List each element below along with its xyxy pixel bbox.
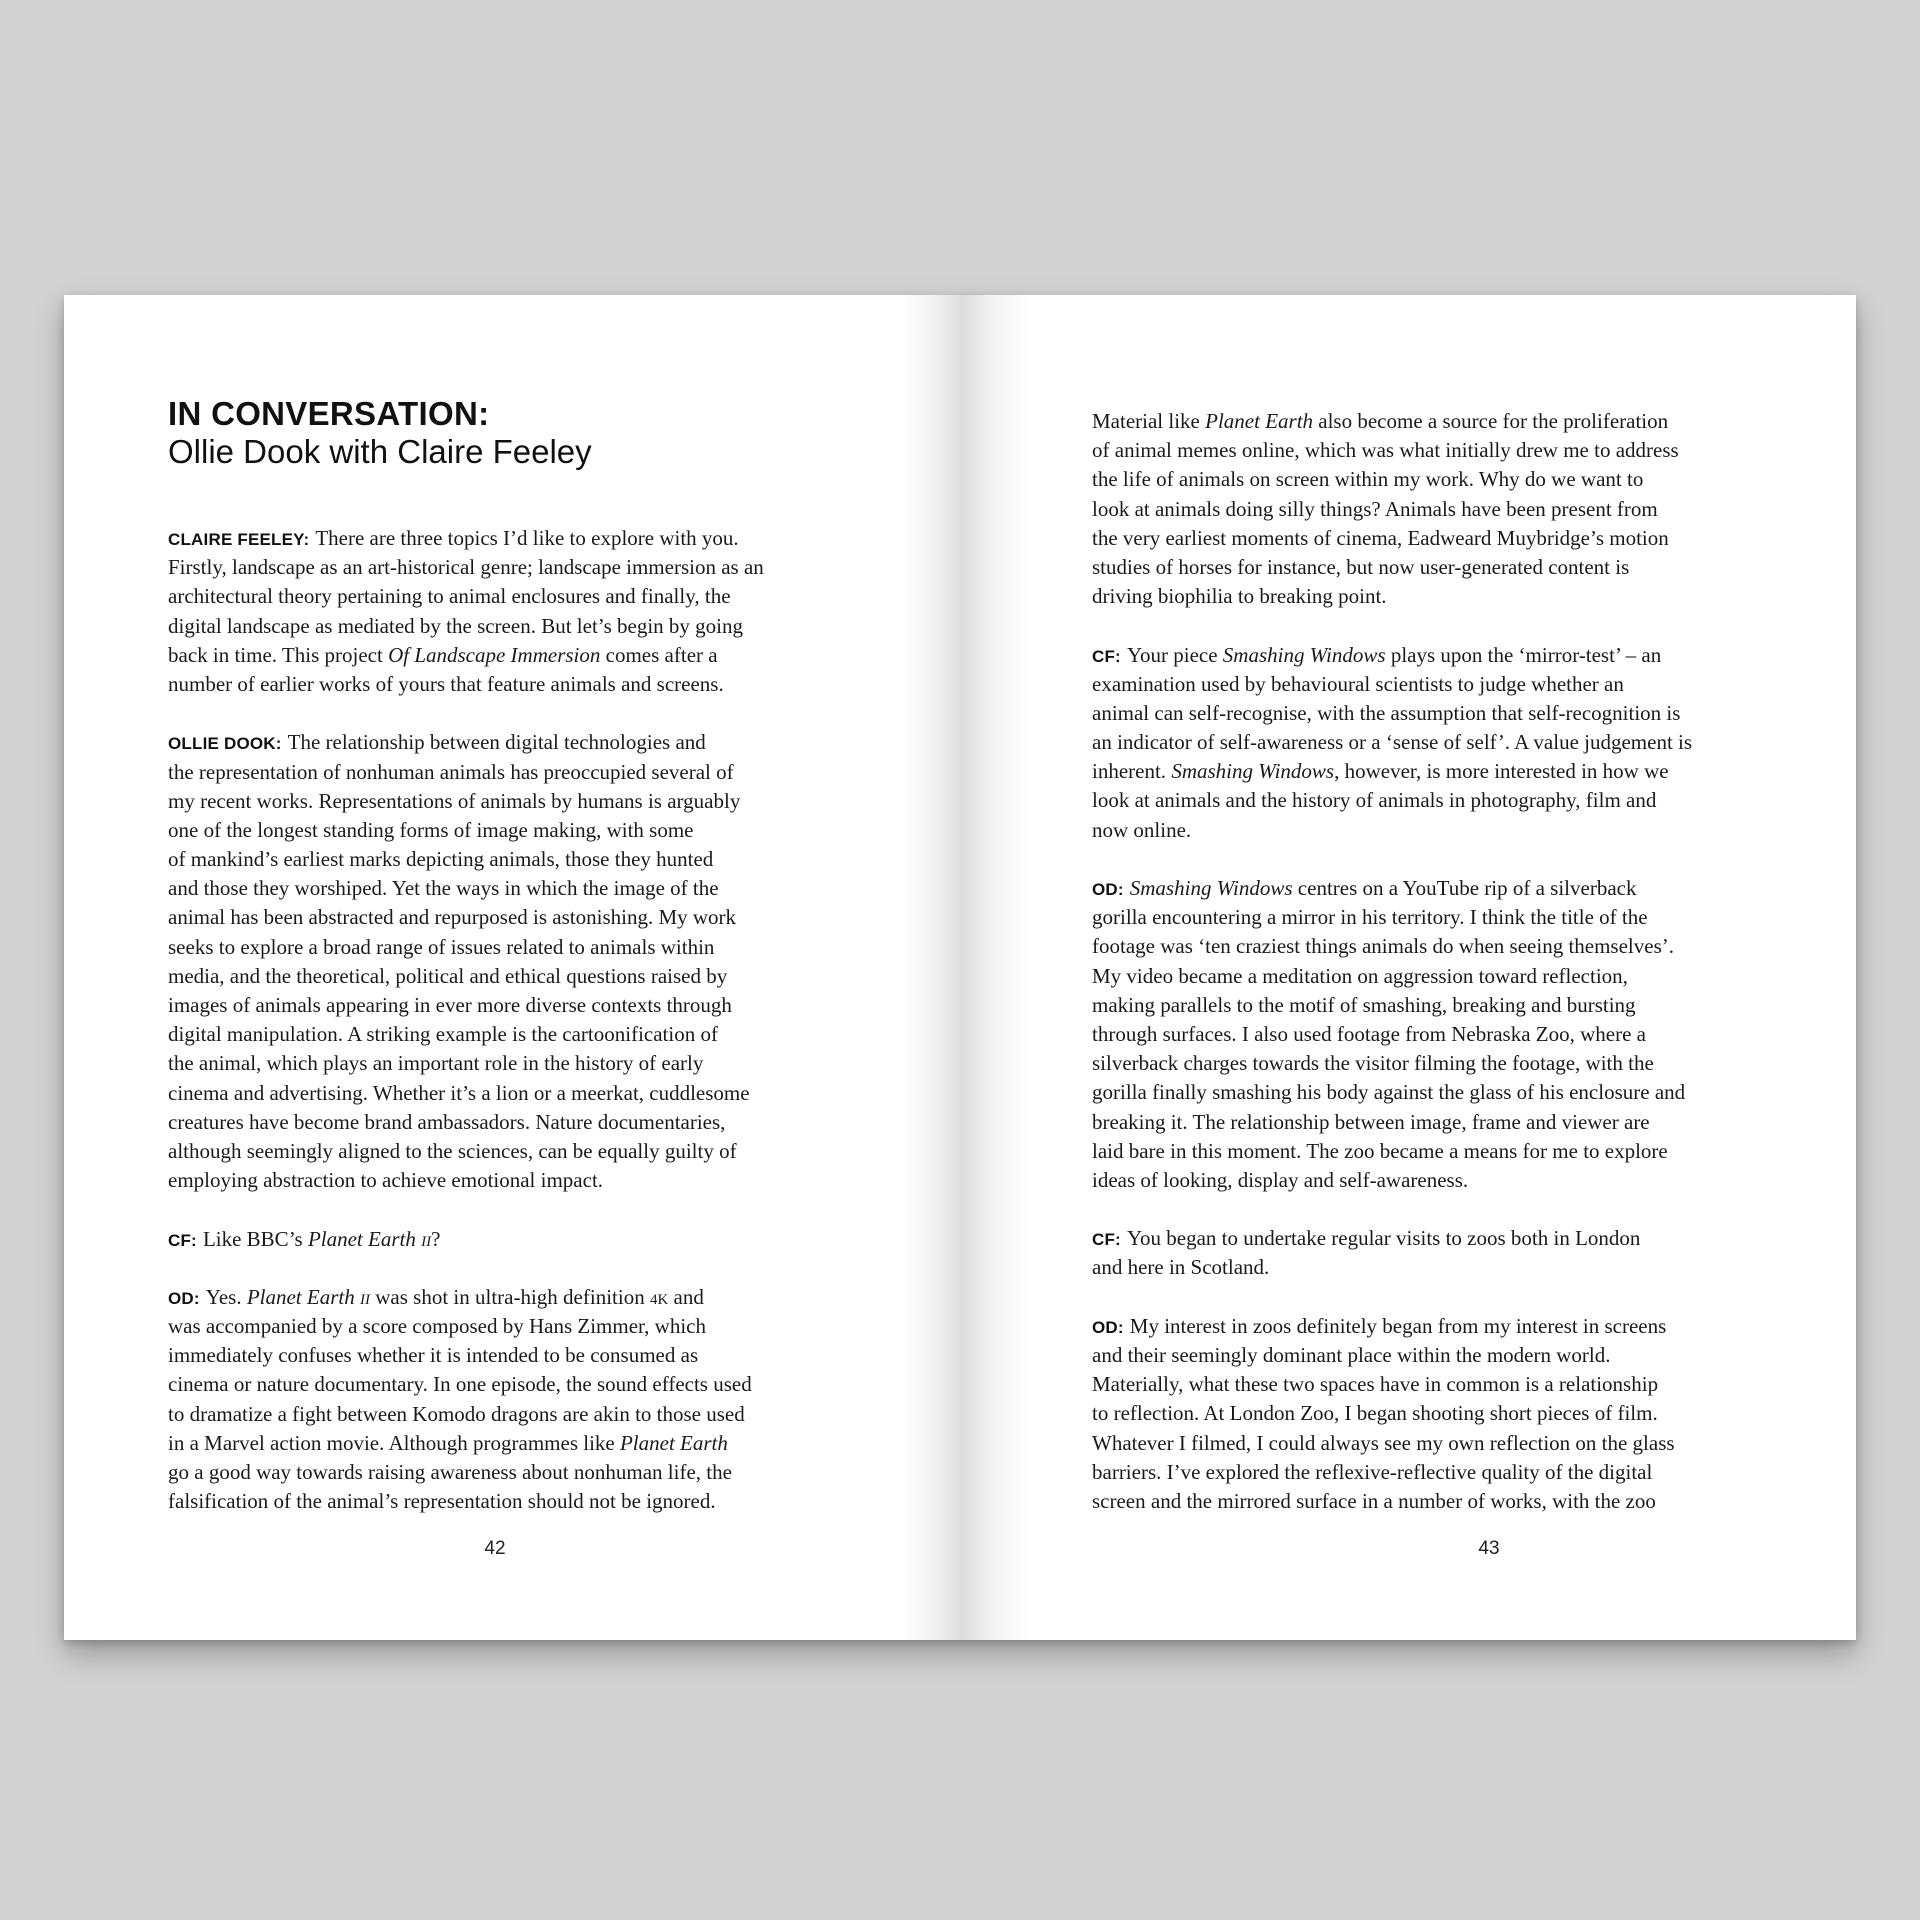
text-run: Like BBC’s — [202, 1226, 308, 1251]
italic-title: Planet Earth — [1205, 409, 1314, 433]
text-line — [168, 962, 848, 991]
text-run: images of animals appearing in ever more diverse contexts through — [168, 993, 732, 1017]
text-run: 4K — [649, 1291, 669, 1308]
speaker-label: OD: — [1092, 880, 1124, 899]
text-run: media, and the theoretical, political and ethical questions raised by — [168, 963, 728, 988]
text-run: and those they worshiped. Yet the ways in which the image of the — [168, 876, 719, 901]
speaker-label: OD: — [168, 1288, 200, 1308]
text-run: footage was ‘ten craziest things animals do when seeing themselves’. — [1092, 934, 1674, 959]
text-line — [1092, 670, 1772, 699]
text-line — [1092, 1049, 1772, 1078]
text-run: digital landscape as mediated by the screen. But let’s begin by going — [168, 613, 744, 638]
text-run: through surfaces. I also used footage from Nebraska Zoo, where a — [1092, 1021, 1646, 1046]
text-run: although seemingly aligned to the sciences, can be equally guilty of — [168, 1138, 737, 1163]
text-run: making parallels to the motif of smashing, breaking and bursting — [1092, 992, 1636, 1017]
text-line — [1092, 786, 1772, 815]
text-line — [168, 874, 848, 903]
text-run: look at animals doing silly things? Animals have been present from — [1092, 496, 1658, 521]
text-run: laid bare in this moment. The zoo became a means for me to explore — [1092, 1138, 1668, 1163]
text-run: also become a source for the proliferation — [1313, 409, 1669, 433]
italic-title: Smashing Windows — [1222, 642, 1386, 667]
text-line — [1092, 757, 1772, 786]
page-title: IN CONVERSATION: — [168, 395, 490, 432]
paragraph — [168, 524, 848, 699]
text-run: driving biophilia to breaking point. — [1092, 584, 1387, 609]
text-line — [1092, 465, 1772, 494]
text-run: immediately confuses whether it is intended to be consumed as — [168, 1343, 699, 1368]
text-run: animal can self-recognise, with the assumption that self-recognition is — [1092, 700, 1681, 725]
text-run: one of the longest standing forms of image making, with some — [168, 817, 694, 842]
paragraph — [1092, 1312, 1772, 1516]
text-line — [168, 1020, 848, 1049]
text-line — [168, 1370, 848, 1399]
text-line — [1092, 1312, 1772, 1341]
text-line — [1092, 1253, 1772, 1282]
text-line — [168, 1429, 848, 1458]
text-line — [168, 816, 848, 845]
left-page — [64, 295, 960, 1640]
speaker-label: CF: — [1092, 646, 1121, 666]
text-line — [1092, 1458, 1772, 1487]
paragraph — [168, 1225, 848, 1254]
text-run: breaking it. The relationship between image, frame and viewer are — [1092, 1109, 1650, 1134]
text-run: now online. — [1092, 817, 1192, 842]
text-line — [1092, 1224, 1772, 1253]
text-run: digital manipulation. A striking example is the cartoonification of — [168, 1022, 718, 1047]
text-run: seeks to explore a broad range of issues related to animals within — [168, 934, 715, 959]
text-line — [168, 1108, 848, 1137]
text-line — [1092, 1020, 1772, 1049]
text-run: Your piece — [1126, 642, 1223, 667]
text-line — [168, 1225, 848, 1254]
text-run: the very earliest moments of cinema, Eadweard Muybridge’s motion — [1092, 525, 1669, 550]
text-line — [168, 933, 848, 962]
text-run: employing abstraction to achieve emotional impact. — [168, 1168, 604, 1193]
text-run: Firstly, landscape as an art-historical genre; landscape immersion as an — [168, 555, 764, 580]
text-run: and — [668, 1284, 704, 1309]
text-line — [168, 787, 848, 816]
text-line — [168, 1137, 848, 1166]
text-run: gorilla finally smashing his body against the glass of his enclosure and — [1092, 1080, 1686, 1105]
text-line — [168, 903, 848, 932]
text-line — [1092, 962, 1772, 991]
text-run: You began to undertake regular visits to zoos both in London — [1126, 1226, 1641, 1251]
text-run: There are three topics I’d like to explore with you. — [315, 526, 739, 550]
page-number-left: 42 — [484, 1538, 506, 1559]
text-run: back in time. This project — [168, 642, 389, 667]
text-run: was accompanied by a score composed by Hans Zimmer, which — [168, 1314, 706, 1339]
text-run: gorilla encountering a mirror in his territory. I think the title of the — [1092, 905, 1648, 930]
paragraph — [1092, 641, 1772, 845]
gutter-shadow-left — [900, 295, 960, 1640]
italic-title: II — [421, 1233, 432, 1250]
text-line — [1092, 436, 1772, 465]
speaker-label: OLLIE DOOK: — [168, 734, 282, 754]
right-text-column — [1092, 407, 1772, 1545]
text-run: animal has been abstracted and repurposed is astonishing. My work — [168, 905, 737, 930]
text-line — [1092, 932, 1772, 961]
paragraph — [1092, 1224, 1772, 1282]
text-run: Yes. — [205, 1284, 247, 1309]
text-run: the life of animals on screen within my work. Why do we want to — [1092, 467, 1644, 492]
text-line — [1092, 1341, 1772, 1370]
text-run: plays upon the ‘mirror-test’ – an — [1385, 642, 1662, 667]
text-run: creatures have become brand ambassadors. Nature documentaries, — [168, 1109, 726, 1134]
italic-title: II — [359, 1291, 370, 1308]
paragraph — [1092, 407, 1772, 611]
gutter-shadow-right — [960, 295, 1030, 1640]
text-run: in a Marvel action movie. Although programmes like — [168, 1430, 620, 1455]
text-run: cinema and advertising. Whether it’s a lion or a meerkat, cuddlesome — [168, 1080, 750, 1105]
text-run: , however, is more interested in how we — [1334, 759, 1669, 784]
right-page — [960, 295, 1856, 1640]
text-line — [168, 1312, 848, 1341]
text-line — [168, 1283, 848, 1312]
text-run: of mankind’s earliest marks depicting animals, those they hunted — [168, 847, 714, 872]
italic-title: Planet Earth — [619, 1430, 728, 1455]
paragraph — [168, 1283, 848, 1517]
text-run: barriers. I’ve explored the reflexive-reflective quality of the digital — [1092, 1459, 1653, 1484]
text-run: The relationship between digital technologies and — [287, 730, 706, 755]
italic-title: Smashing Windows — [1171, 759, 1335, 784]
text-line — [1092, 1108, 1772, 1137]
text-line — [1092, 1487, 1772, 1516]
text-line — [1092, 874, 1772, 903]
text-line — [1092, 553, 1772, 582]
paragraph — [1092, 874, 1772, 1195]
text-line — [1092, 641, 1772, 670]
text-line — [1092, 1370, 1772, 1399]
text-line — [1092, 407, 1772, 436]
text-line — [1092, 1399, 1772, 1428]
paragraph — [168, 728, 848, 1195]
text-line — [168, 641, 848, 670]
text-line — [1092, 1137, 1772, 1166]
text-run: comes after a — [600, 642, 718, 667]
text-line — [168, 1400, 848, 1429]
text-line — [168, 728, 848, 757]
text-run: falsification of the animal’s representation should not be ignored. — [168, 1489, 716, 1514]
text-line — [168, 582, 848, 611]
speaker-label: CF: — [168, 1230, 197, 1250]
italic-title: Planet Earth — [307, 1226, 422, 1251]
text-line — [1092, 582, 1772, 611]
text-run: Whatever I filmed, I could always see my own reflection on the glass — [1092, 1430, 1675, 1455]
text-line — [168, 1487, 848, 1516]
text-line — [168, 1458, 848, 1487]
text-line — [1092, 816, 1772, 845]
text-line — [168, 1341, 848, 1370]
text-run: was shot in ultra-high definition — [369, 1284, 650, 1309]
text-line — [168, 991, 848, 1020]
text-line — [168, 612, 848, 641]
text-run: my recent works. Representations of animals by humans is arguably — [168, 788, 741, 813]
text-line — [1092, 524, 1772, 553]
text-run: of animal memes online, which was what initially drew me to address — [1092, 438, 1679, 463]
text-line — [168, 1166, 848, 1195]
text-line — [1092, 495, 1772, 524]
text-run: to dramatize a fight between Komodo dragons are akin to those used — [168, 1401, 745, 1426]
text-line — [1092, 728, 1772, 757]
text-run: and their seemingly dominant place within the modern world. — [1092, 1343, 1611, 1367]
text-line — [168, 845, 848, 874]
italic-title: Smashing Windows — [1129, 876, 1293, 900]
text-line — [1092, 991, 1772, 1020]
text-line — [1092, 1166, 1772, 1195]
italic-title: Planet Earth — [246, 1284, 360, 1309]
text-run: silverback charges towards the visitor filming the footage, with the — [1092, 1051, 1654, 1076]
text-run: ideas of looking, display and self-awareness. — [1092, 1167, 1469, 1192]
text-run: an indicator of self-awareness or a ‘sense of self’. A value judgement is — [1092, 730, 1693, 755]
text-run: number of earlier works of yours that feature animals and screens. — [168, 671, 724, 696]
page-number-right: 43 — [1478, 1538, 1500, 1559]
text-run: Material like — [1092, 409, 1206, 433]
left-text-column — [168, 524, 848, 1546]
speaker-label: CLAIRE FEELEY: — [168, 530, 310, 549]
text-line — [168, 758, 848, 787]
text-line — [168, 524, 848, 553]
text-line — [168, 1049, 848, 1078]
text-line — [168, 1079, 848, 1108]
text-run: and here in Scotland. — [1092, 1255, 1270, 1280]
text-run: the representation of nonhuman animals has preoccupied several of — [168, 759, 734, 784]
text-run: architectural theory pertaining to animal enclosures and finally, the — [168, 584, 731, 609]
text-run: My video became a meditation on aggression toward reflection, — [1092, 963, 1628, 988]
text-run: look at animals and the history of animals in photography, film and — [1092, 788, 1657, 813]
text-run: studies of horses for instance, but now user-generated content is — [1092, 554, 1630, 579]
text-line — [1092, 903, 1772, 932]
text-line — [168, 553, 848, 582]
speaker-label: OD: — [1092, 1317, 1124, 1337]
text-run: cinema or nature documentary. In one episode, the sound effects used — [168, 1372, 752, 1397]
text-run: the animal, which plays an important role in the history of early — [168, 1051, 704, 1076]
text-line — [168, 670, 848, 699]
italic-title: Of Landscape Immersion — [388, 642, 601, 667]
text-line — [1092, 1429, 1772, 1458]
text-run: go a good way towards raising awareness about nonhuman life, the — [168, 1460, 732, 1484]
text-line — [1092, 1078, 1772, 1107]
page-subtitle: Ollie Dook with Claire Feeley — [168, 433, 592, 470]
book-spread — [64, 295, 1856, 1640]
text-run: inherent. — [1092, 759, 1172, 784]
text-run: ? — [431, 1226, 441, 1251]
text-run: screen and the mirrored surface in a number of works, with the zoo — [1092, 1488, 1656, 1513]
text-run: Materially, what these two spaces have in common is a relationship — [1092, 1372, 1659, 1397]
text-run: to reflection. At London Zoo, I began shooting short pieces of film. — [1092, 1401, 1658, 1426]
text-run: examination used by behavioural scientists to judge whether an — [1092, 671, 1624, 696]
text-line — [1092, 699, 1772, 728]
speaker-label: CF: — [1092, 1230, 1121, 1250]
text-run: My interest in zoos definitely began from my interest in screens — [1129, 1313, 1667, 1338]
text-run: centres on a YouTube rip of a silverback — [1292, 876, 1637, 900]
